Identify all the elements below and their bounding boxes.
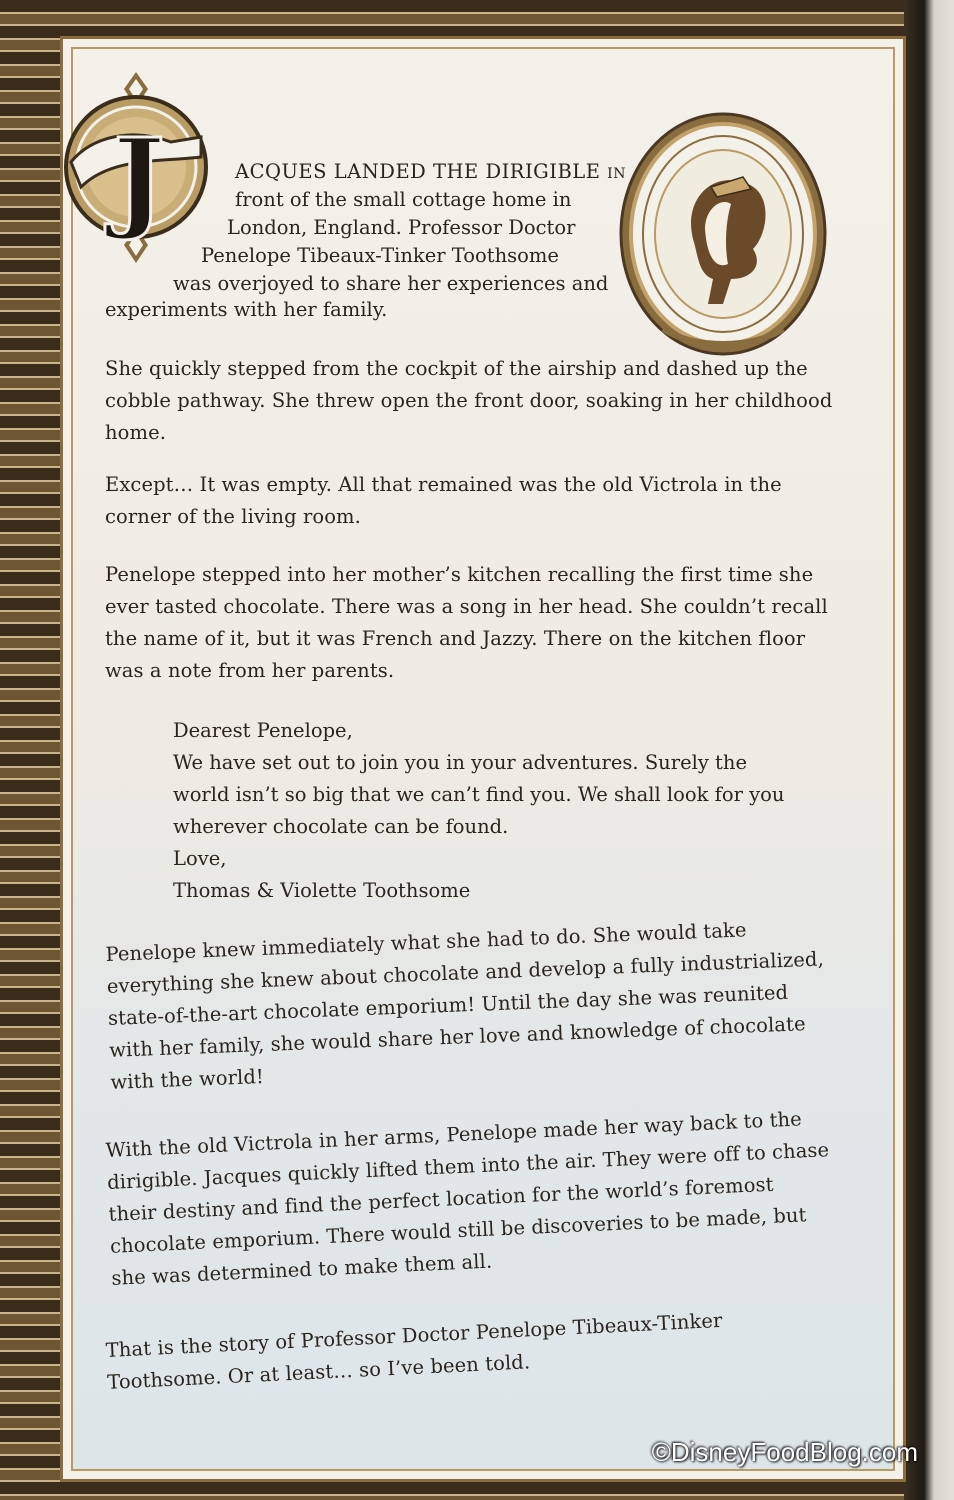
paragraph-empty: Except… It was empty. All that remained was the old Victrola in the corner of the living room. (105, 473, 782, 528)
intro-line-2: front of the small cottage home in (235, 188, 572, 211)
intro-line-3: London, England. Professor Doctor (227, 216, 576, 239)
story-panel (60, 36, 906, 1482)
background-edge (904, 0, 954, 1500)
paragraph-cottage: She quickly stepped from the cockpit of the airship and dashed up the cobble pathway. She threw open the front door, soaking in her childhood home. (105, 357, 833, 444)
paragraph-kitchen: Penelope stepped into her mother’s kitchen recalling the first time she ever tasted chocolate. There was a song in her head. She couldn’t recall the name of it, but it was French and Jazzy. There on the kitchen floor was a note from her parents. (105, 563, 828, 682)
intro-line-5: was overjoyed to share her experiences and (173, 272, 609, 295)
watermark: ©DisneyFoodBlog.com (651, 1437, 918, 1467)
svg-text:J: J (112, 114, 166, 243)
intro-line-6: experiments with her family. (105, 298, 388, 321)
parents-note (173, 715, 793, 907)
note-salutation: Dearest Penelope, (173, 719, 353, 742)
intro-line-4: Penelope Tibeaux-Tinker Toothsome (201, 244, 559, 267)
cameo-portrait-icon (613, 89, 833, 389)
note-signature: Thomas & Violette Toothsome (173, 879, 471, 902)
paragraph-decision: Penelope knew immediately what she had to do. She would take everything she knew about chocolate and develop a fully industrialized, state-of-the-art chocolate emporium! Until the day she was reunited with her family, she would share her love and knowledge of chocolate with the world! (105, 918, 825, 1094)
drop-cap-ornament-icon (51, 67, 221, 267)
note-closing: Love, (173, 847, 227, 870)
note-body: We have set out to join you in your adventures. Surely the world isn’t so big that we can’t find you. We shall look for you wherever chocolate can be found. (173, 751, 785, 838)
intro-line-1: ACQUES LANDED THE DIRIGIBLE in (235, 160, 626, 183)
paragraph-departure: With the old Victrola in her arms, Penelope made her way back to the dirigible. Jacques quickly lifted them into the air. They were off to chase their destiny and find the perfect location for the world’s foremost chocolate emporium. There would still be discoveries to be made, but she was determined to make them all. (105, 1107, 830, 1290)
paragraph-ending: That is the story of Professor Doctor Penelope Tibeaux-Tinker Toothsome. Or at least… so I’ve been told. (105, 1308, 723, 1394)
